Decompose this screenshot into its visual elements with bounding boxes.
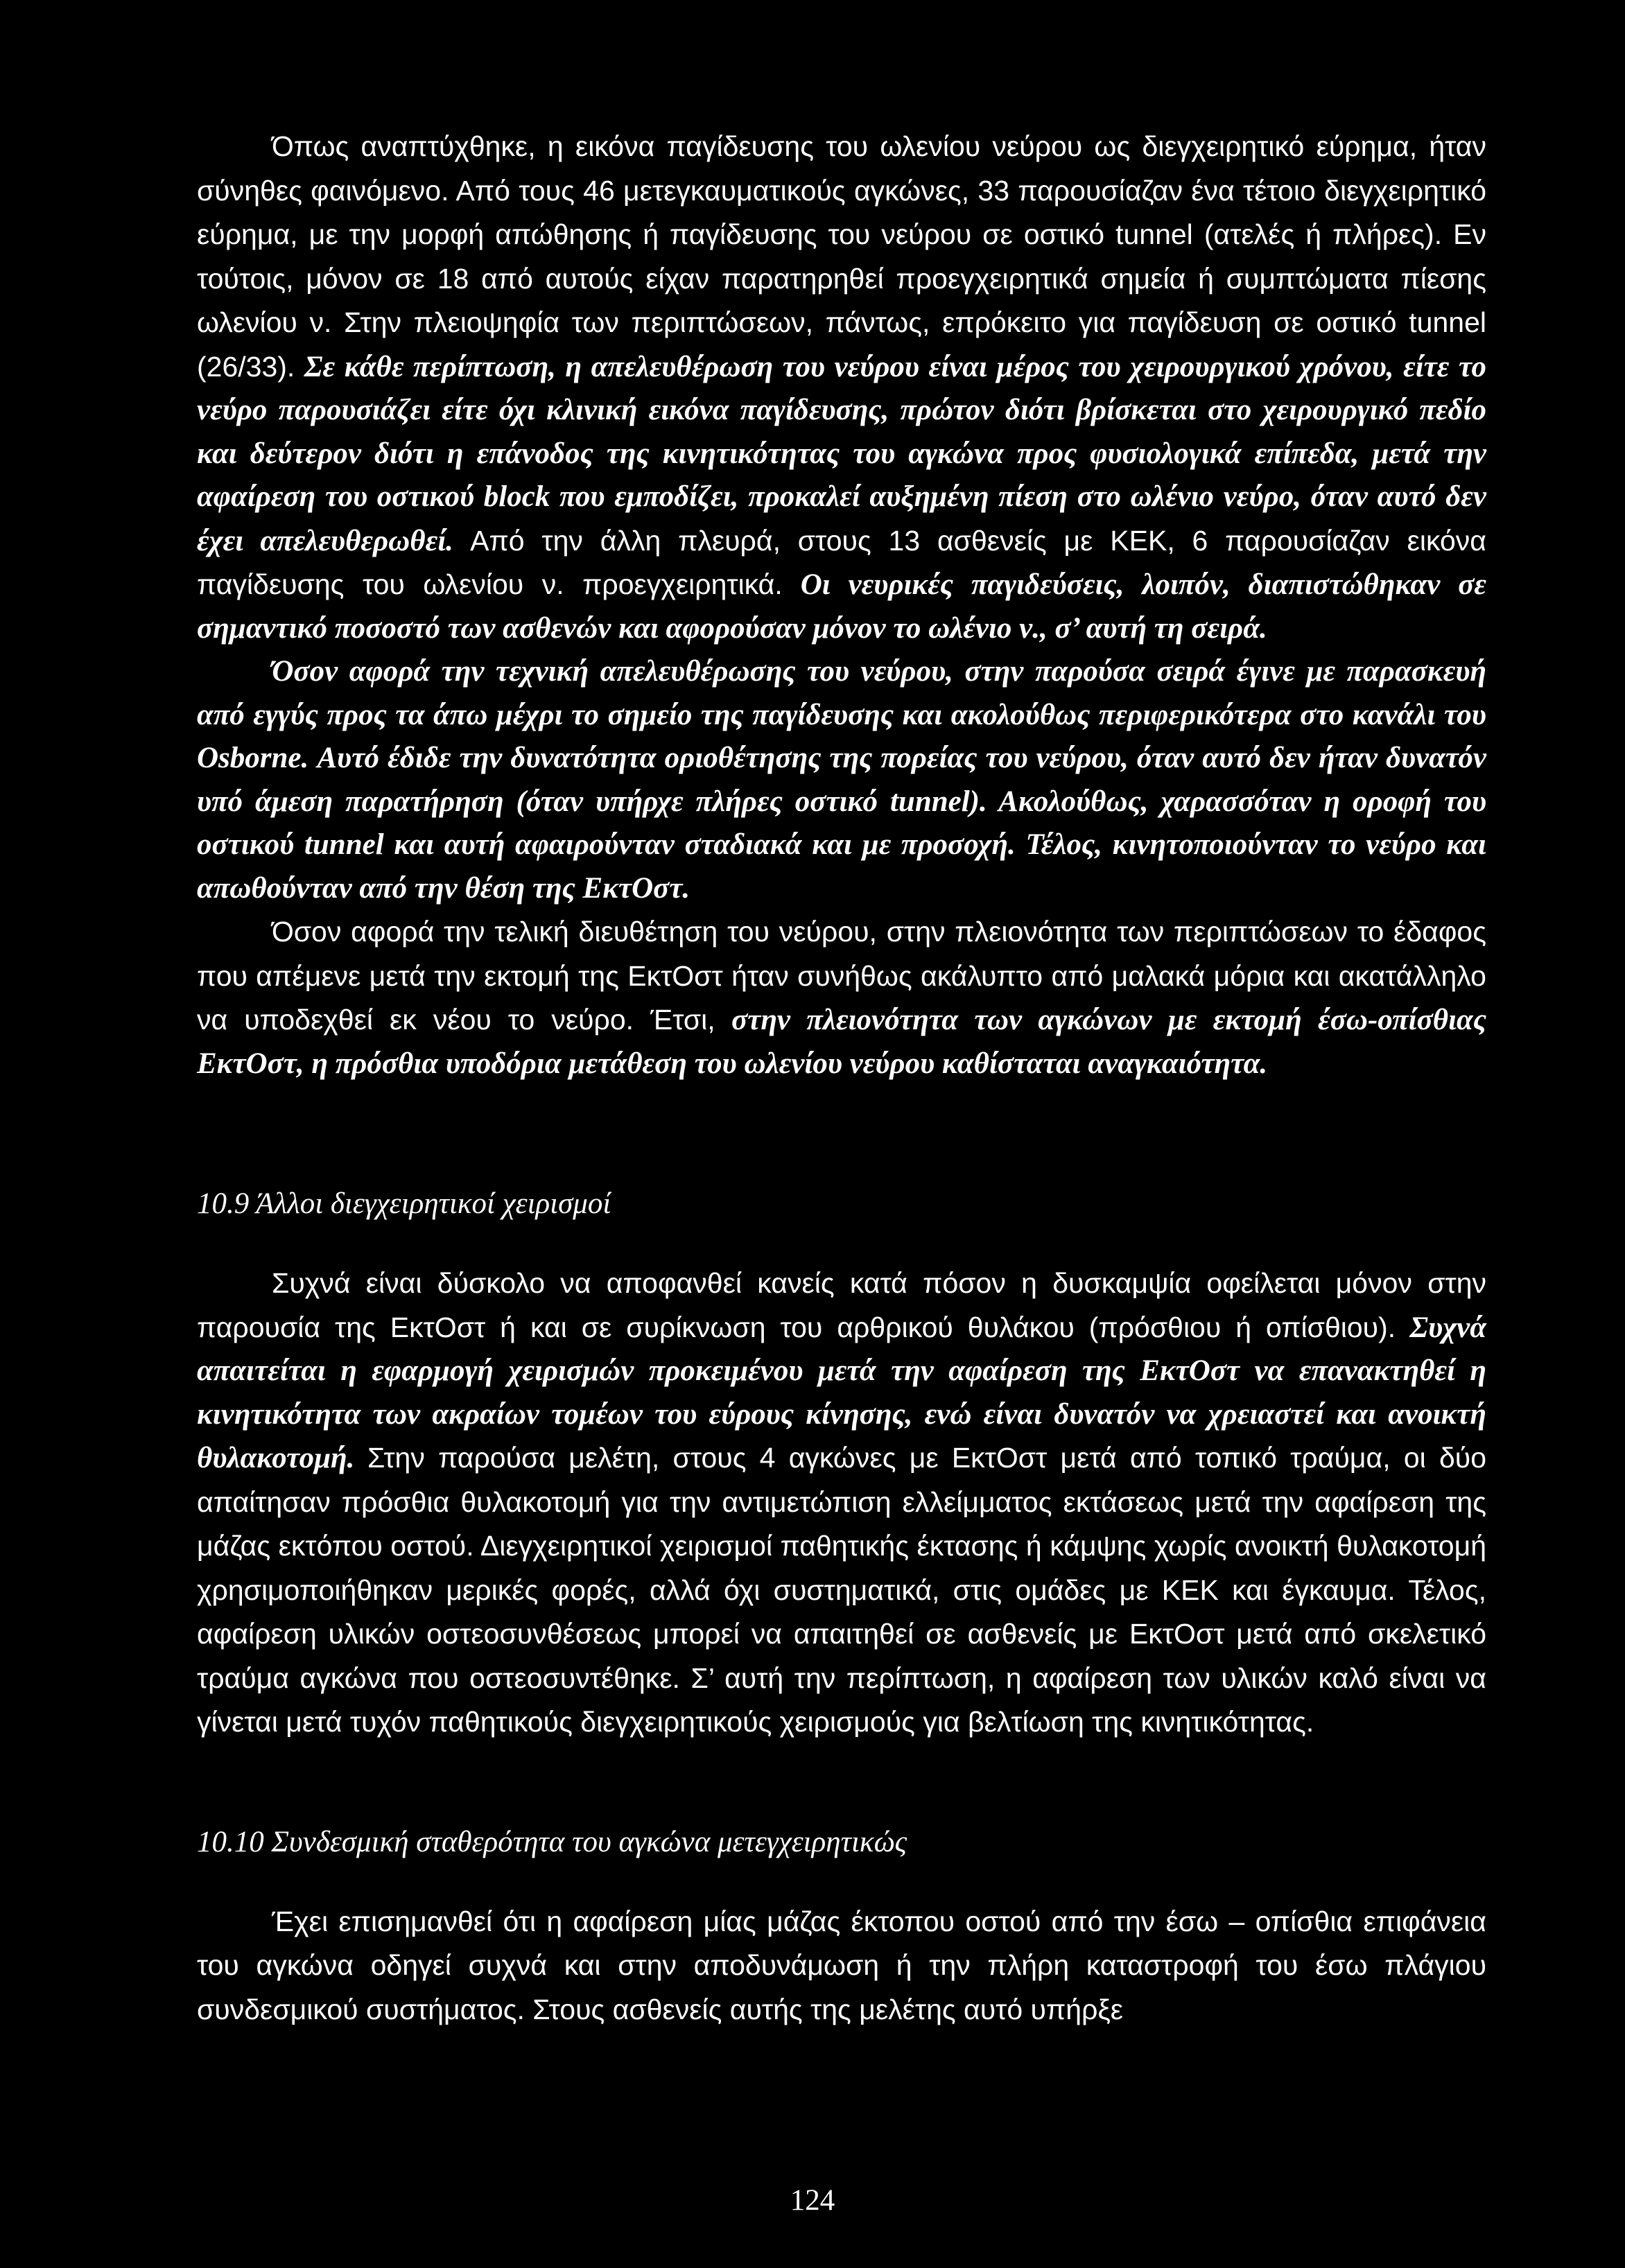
text-run-emphasis: Όσον αφορά την τεχνική απελευθέρωσης του νεύρου, στην παρούσα σειρά έγινε με παρασκευή από εγγύς προς τα άπω μέχρι το σημείο της παγίδευσης και ακολούθως περιφερικότερα στο κανάλι του Osborne. Αυτό έδιδε την δυνατότητα οριοθέτησης της πορείας του νεύρου, όταν αυτό δεν ήταν δυνατόν υπό άμεση παρατήρηση (όταν υπήρχε πλήρες οστικό tunnel). Ακολούθως, χαρασσόταν η οροφή του οστικού tunnel και αυτή αφαιρούνταν σταδιακά και με προσοχή. Τέλος, κινητοποιούνταν το νεύρο και απωθούνταν από την θέση της ΕκτΟστ. bbox=[197, 655, 1486, 905]
text-run-emphasis: Οι νευρικές παγιδεύσεις, λοιπόν, διαπιστώθηκαν σε σημαντικό ποσοστό των ασθενών και αφορούσαν μόνον το ωλένιο ν., σ’ αυτή τη σειρά. bbox=[197, 568, 1487, 645]
text-run-emphasis: στην πλειονότητα των αγκώνων με εκτομή έσω-οπίσθιας ΕκτΟστ, η πρόσθια υποδόρια μετάθεση του ωλενίου νεύρου καθίσταται αναγκαιότητα. bbox=[197, 1004, 1487, 1080]
paragraph-other-maneuvers bbox=[197, 1262, 1486, 1745]
paragraph-nerve-entrapment bbox=[197, 125, 1486, 650]
text-run: Όσον αφορά την τελική διευθέτηση του νεύρου, στην πλειονότητα των περιπτώσεων το έδαφος που απέμενε μετά την εκτομή της ΕκτΟστ ήταν συνήθως ακάλυπτο από μαλακά μόρια και ακατάλληλο να υποδεχθεί εκ νέου το νεύρο. Έτσι, bbox=[197, 916, 1486, 1036]
text-run: Έχει επισημανθεί ότι η αφαίρεση μίας μάζας έκτοπου οστού από την έσω – οπίσθια επιφάνεια του αγκώνα οδηγεί συχνά και στην αποδυνάμωση ή την πλήρη καταστροφή του έσω πλάγιου συνδεσμικού συστήματος. Στους ασθενείς αυτής της μελέτης αυτό υπήρξε bbox=[197, 1905, 1486, 2025]
paragraph-ligament-stability bbox=[197, 1900, 1486, 2032]
page-content bbox=[197, 125, 1486, 2032]
text-run: Όπως αναπτύχθηκε, η εικόνα παγίδευσης του ωλενίου νεύρου ως διεγχειρητικό εύρημα, ήταν σύνηθες φαινόμενο. Από τους 46 μετεγκαυματικούς αγκώνες, 33 παρουσίαζαν ένα τέτοιο διεγχειρητικό εύρημα, με την μορφή απώθησης ή παγίδευσης του νεύρου σε οστικό tunnel (ατελές ή πλήρες). Εν τούτοις, μόνον σε 18 από αυτούς είχαν παρατηρηθεί προεγχειρητικά σημεία ή συμπτώματα πίεσης ωλενίου ν. Στην πλειοψηφία των περιπτώσεων, πάντως, επρόκειτο για παγίδευση σε οστικό tunnel (26/33). bbox=[197, 130, 1486, 383]
text-run-emphasis: Συχνά απαιτείται η εφαρμογή χειρισμών προκειμένου μετά την αφαίρεση της ΕκτΟστ να επανακτηθεί η κινητικότητα των ακραίων τομέων του εύρους κίνησης, ενώ είναι δυνατόν να χρειαστεί και ανοικτή θυλακοτομή. bbox=[197, 1311, 1486, 1474]
page-number: 124 bbox=[790, 2184, 835, 2217]
paragraph-release-technique bbox=[197, 650, 1486, 910]
section-heading-10-9: 10.9 Άλλοι διεγχειρητικοί χειρισμοί bbox=[197, 1187, 611, 1220]
section-heading-10-10: 10.10 Συνδεσμική σταθερότητα του αγκώνα μετεγχειρητικώς bbox=[197, 1825, 907, 1858]
paragraph-nerve-transposition bbox=[197, 910, 1486, 1085]
text-run-emphasis: Σε κάθε περίπτωση, η απελευθέρωση του νεύρου είναι μέρος του χειρουργικού χρόνου, είτε το νεύρο παρουσιάζει είτε όχι κλινική εικόνα παγίδευσης, πρώτον διότι βρίσκεται στο χειρουργικό πεδίο και δεύτερον διότι η επάνοδος της κινητικότητας του αγκώνα προς φυσιολογικά επίπεδα, μετά την αφαίρεση του οστικού block που εμποδίζει, προκαλεί αυξημένη πίεση στο ωλένιο νεύρο, όταν αυτό δεν έχει απελευθερωθεί. bbox=[197, 350, 1487, 557]
text-run: Από την άλλη πλευρά, στους 13 ασθενείς με ΚΕΚ, 6 παρουσίαζαν εικόνα παγίδευσης του ωλενίου ν. προεγχειρητικά. bbox=[197, 524, 1487, 600]
text-run: Συχνά είναι δύσκολο να αποφανθεί κανείς κατά πόσον η δυσκαμψία οφείλεται μόνον στην παρουσία της ΕκτΟστ ή και σε συρίκνωση του αρθρικού θυλάκου (πρόσθιου ή οπίσθιου). bbox=[197, 1267, 1486, 1343]
text-run: Στην παρούσα μελέτη, στους 4 αγκώνες με ΕκτΟστ μετά από τοπικό τραύμα, οι δύο απαίτησαν πρόσθια θυλακοτομή για την αντιμετώπιση ελλείμματος εκτάσεως μετά την αφαίρεση της μάζας εκτόπου οστού. Διεγχειρητικοί χειρισμοί παθητικής έκτασης ή κάμψης χωρίς ανοικτή θυλακοτομή χρησιμοποιήθηκαν μερικές φορές, αλλά όχι συστηματικά, στις ομάδες με ΚΕΚ και έγκαυμα. Τέλος, αφαίρεση υλικών οστεοσυνθέσεως μπορεί να απαιτηθεί σε ασθενείς με ΕκτΟστ μετά από σκελετικό τραύμα αγκώνα που οστεοσυντέθηκε. Σ’ αυτή την περίπτωση, η αφαίρεση των υλικών καλό είναι να γίνεται μετά τυχόν παθητικούς διεγχειρητικούς χειρισμούς για βελτίωση της κινητικότητας. bbox=[197, 1442, 1487, 1738]
